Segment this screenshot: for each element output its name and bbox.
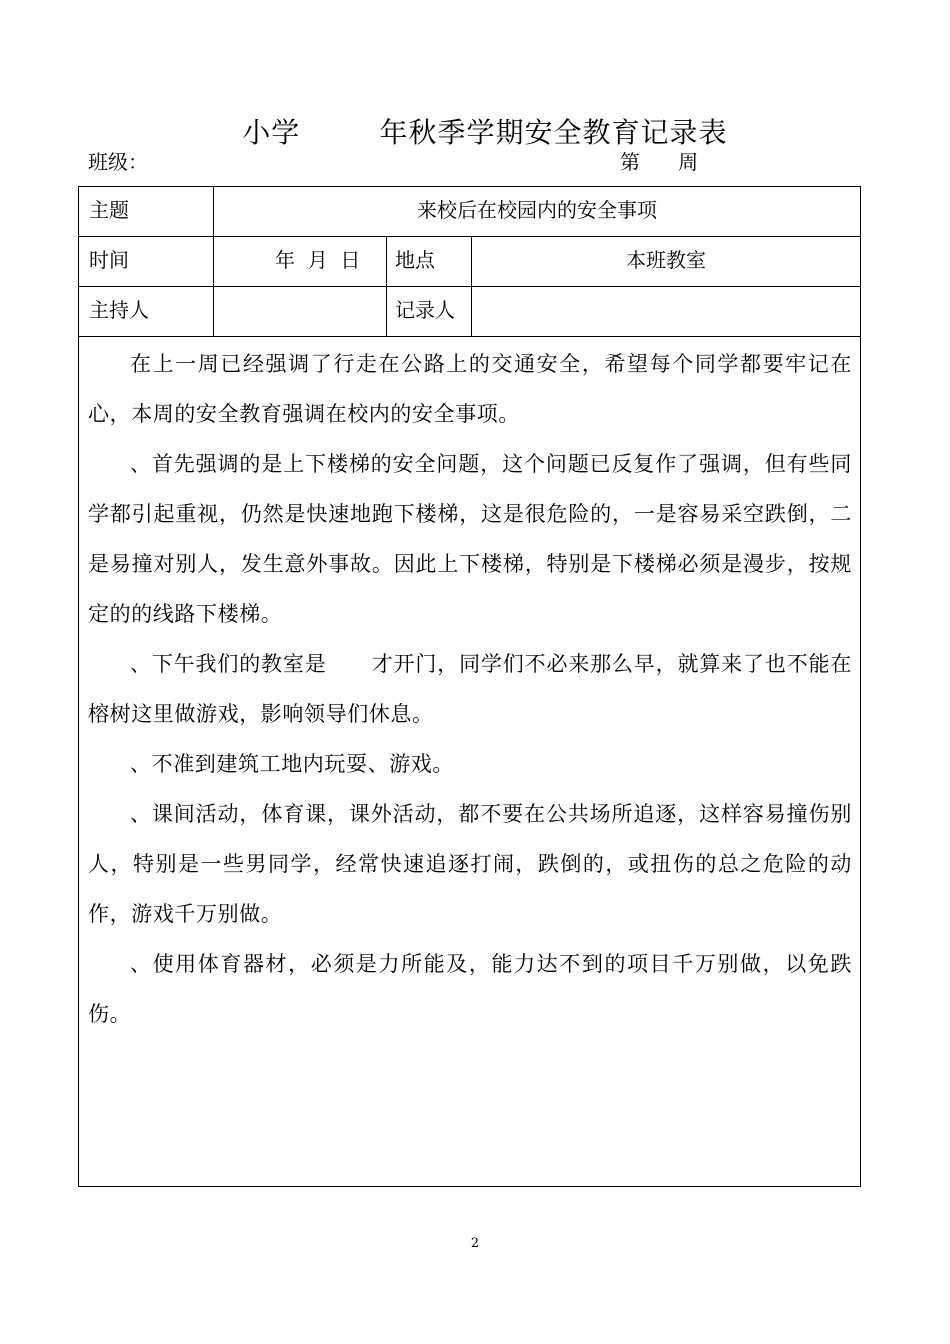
title-left: 小学 [242, 116, 301, 149]
content-paragraph: 、不准到建筑工地内玩耍、游戏。 [130, 752, 454, 776]
content-paragraph: 在上一周已经强调了行走在公路上的交通安全，希望每个同学都要牢记在心，本周的安全教育强调在校内的安全事项。 [88, 352, 852, 426]
content-paragraph: 、课间活动，体育课，课外活动，都不要在公共场所追逐，这样容易撞伤别人，特别是一些男同学，经常快速追逐打闹，跌倒的，或扭伤的总之危险的动作，游戏千万别做。 [88, 802, 852, 926]
time-row [79, 237, 860, 287]
recorder-value [472, 287, 860, 336]
theme-row [79, 187, 860, 237]
page-number: 2 [470, 1236, 480, 1251]
class-label: 班级： [88, 150, 148, 174]
record-table [78, 186, 861, 1187]
content-paragraph: 、使用体育器材，必须是力所能及，能力达不到的项目千万别做，以免跌伤。 [88, 952, 852, 1026]
content-paragraph: 、首先强调的是上下楼梯的安全问题，这个问题已反复作了强调，但有些同学都引起重视，仍然是快速地跑下楼梯，这是很危险的，一是容易采空跌倒，二是易撞对别人，发生意外事故。因此上下楼梯，特别是下楼梯必须是漫步，按规定的的线路下楼梯。 [88, 452, 852, 626]
host-label: 主持人 [89, 298, 149, 322]
table-divider [386, 237, 387, 286]
table-divider [386, 287, 387, 336]
place-label: 地点 [395, 248, 435, 272]
time-label: 时间 [89, 248, 129, 272]
content-paragraph: 、下午我们的教室是 才开门，同学们不必来那么早，就算来了也不能在榕树这里做游戏，影响领导们休息。 [88, 652, 852, 726]
week-label [620, 146, 698, 175]
week-second: 周 [678, 150, 699, 174]
host-row [79, 287, 860, 337]
place-value: 本班教室 [626, 248, 706, 272]
recorder-label: 记录人 [395, 298, 455, 322]
host-value [214, 287, 386, 336]
theme-value: 来校后在校园内的安全事项 [417, 198, 657, 222]
title-right: 年秋季学期安全教育记录表 [379, 116, 728, 149]
content-area [79, 339, 860, 1039]
time-value: 年 月 日 [275, 248, 361, 272]
page-title [0, 78, 950, 151]
table-divider [213, 237, 214, 286]
week-first: 第 [620, 150, 640, 174]
theme-label: 主题 [89, 198, 129, 222]
